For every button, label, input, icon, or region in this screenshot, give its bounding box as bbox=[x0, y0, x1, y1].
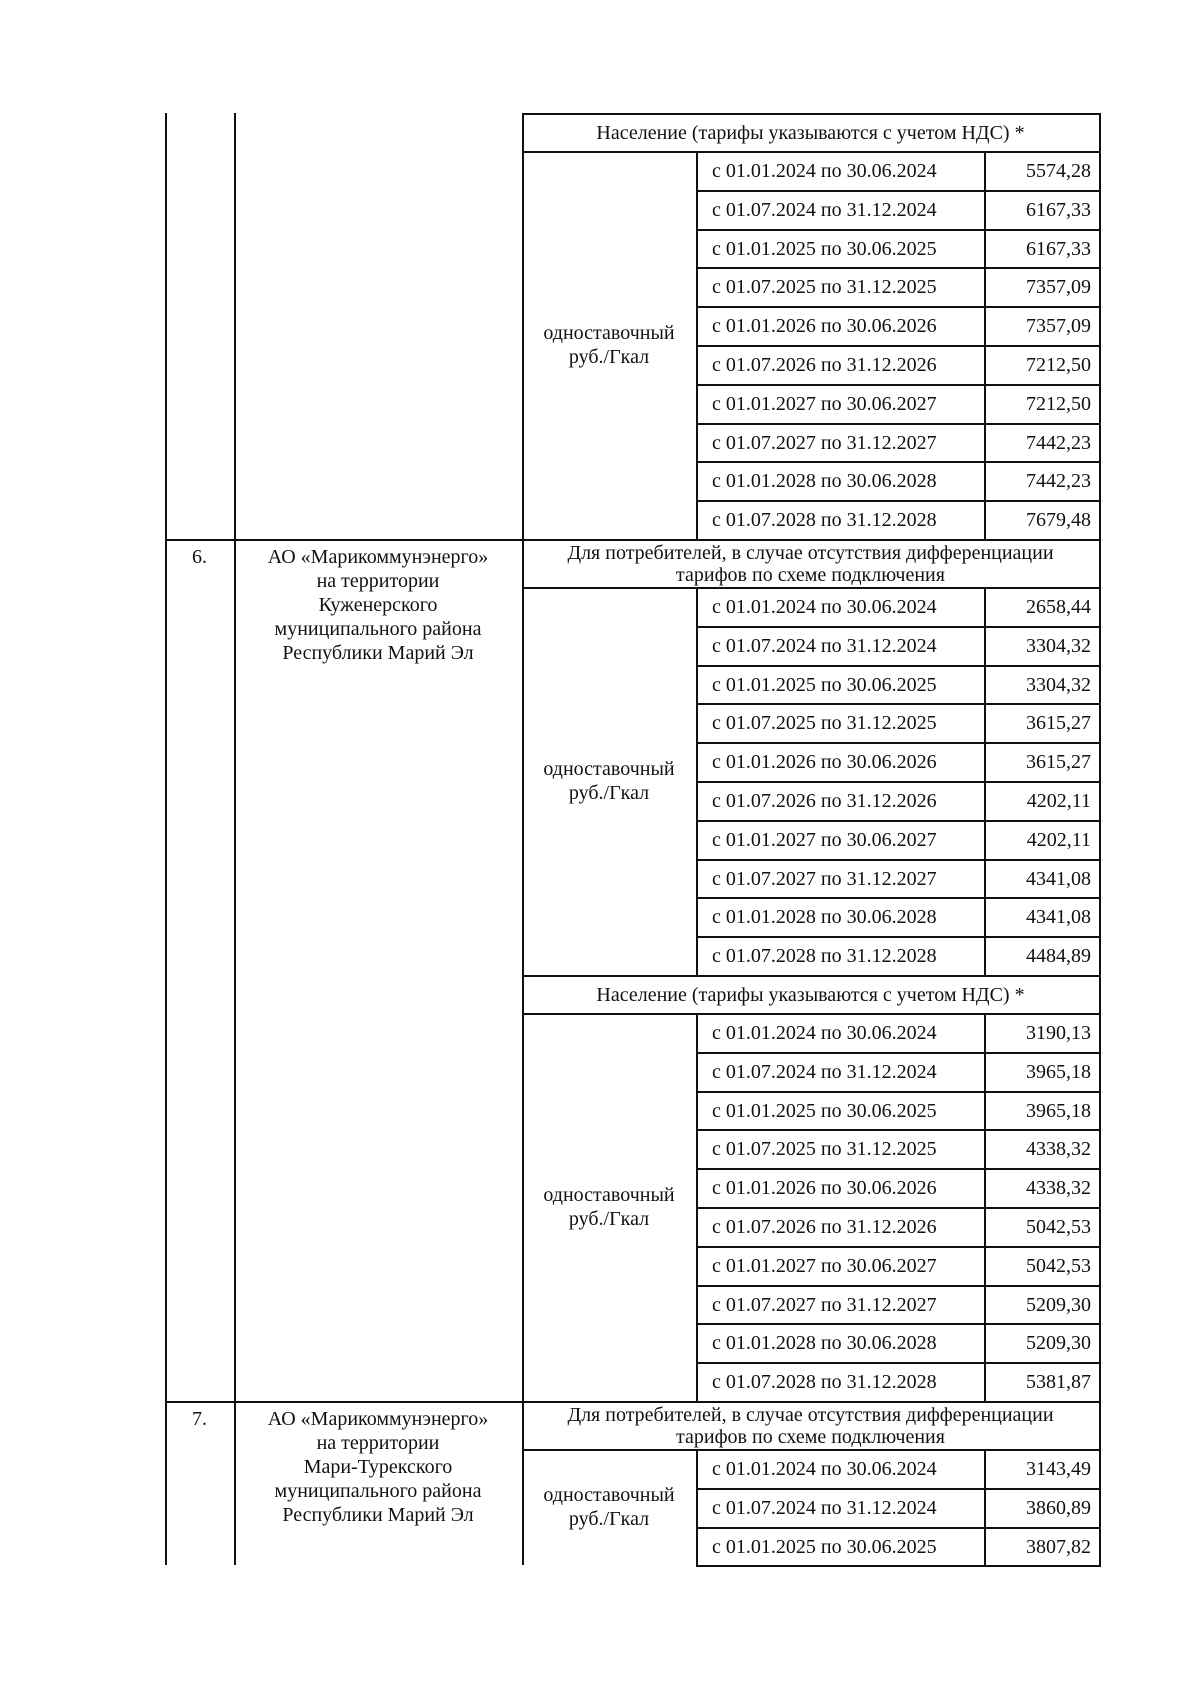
col-rule-period bbox=[696, 1013, 698, 1401]
tariff-period: с 01.01.2028 по 30.06.2028 bbox=[712, 906, 937, 929]
group-top-rule bbox=[522, 113, 1101, 115]
tariff-period: с 01.07.2027 по 31.12.2027 bbox=[712, 1293, 937, 1316]
row-rule bbox=[696, 1285, 1101, 1287]
row-rule bbox=[696, 781, 1101, 783]
group-header-bottom-rule bbox=[522, 151, 1101, 153]
row-rule bbox=[696, 1362, 1101, 1364]
tariff-value: 5042,53 bbox=[1026, 1216, 1091, 1238]
row-rule bbox=[696, 897, 1101, 899]
org-name-line: Куженерского bbox=[318, 594, 438, 616]
tariff-value: 3304,32 bbox=[1026, 673, 1091, 696]
tariff-value: 5209,30 bbox=[1026, 1332, 1091, 1355]
tariff-period: с 01.07.2024 по 31.12.2024 bbox=[712, 1060, 937, 1083]
row-rule bbox=[696, 267, 1101, 269]
tariff-period: с 01.07.2025 по 31.12.2025 bbox=[712, 1138, 937, 1161]
col-rule-value bbox=[984, 587, 986, 975]
tariff-value: 7212,50 bbox=[1026, 354, 1091, 376]
tariff-period: с 01.01.2027 по 30.06.2027 bbox=[712, 392, 937, 415]
tariff-value: 5381,87 bbox=[1026, 1371, 1091, 1394]
tariff-value: 4338,32 bbox=[1026, 1138, 1091, 1161]
tariff-period: с 01.07.2024 по 31.12.2024 bbox=[712, 198, 937, 221]
tariff-value: 6167,33 bbox=[1026, 237, 1091, 260]
tariff-period: с 01.01.2025 по 30.06.2025 bbox=[712, 673, 937, 696]
group-header-line: Население (тарифы указываются с учетом НДС) * bbox=[596, 122, 1025, 144]
org-name-line: Республики Марий Эл bbox=[282, 1504, 474, 1526]
tariff-value: 5042,53 bbox=[1026, 1254, 1091, 1277]
row-rule bbox=[696, 190, 1101, 192]
row-rule bbox=[696, 345, 1101, 347]
row-rule bbox=[696, 1129, 1101, 1131]
col-rule-period bbox=[696, 151, 698, 539]
tariff-value: 7357,09 bbox=[1026, 276, 1091, 299]
row-rule bbox=[696, 703, 1101, 705]
tariff-value: 3965,18 bbox=[1026, 1099, 1091, 1122]
col-rule-left bbox=[165, 1401, 167, 1565]
tariff-period: с 01.07.2026 по 31.12.2026 bbox=[712, 354, 937, 376]
tariff-period: с 01.01.2024 по 30.06.2024 bbox=[712, 160, 937, 182]
org-name-line: на территории bbox=[316, 570, 440, 592]
rate-type-label: руб./Гкал bbox=[568, 1508, 650, 1531]
row-rule bbox=[696, 500, 1101, 502]
group-header-line: тарифов по схеме подключения bbox=[676, 564, 945, 586]
tariff-value: 5209,30 bbox=[1026, 1293, 1091, 1316]
tariff-period: с 01.01.2025 по 30.06.2025 bbox=[712, 1099, 937, 1122]
tariff-value: 7679,48 bbox=[1026, 509, 1091, 532]
col-rule-rate bbox=[522, 1401, 524, 1565]
col-rule-value bbox=[984, 1449, 986, 1565]
rate-type-label: руб./Гкал bbox=[568, 782, 650, 804]
row-rule bbox=[696, 1168, 1101, 1170]
col-rule-left bbox=[165, 539, 167, 1401]
col-rule-period bbox=[696, 587, 698, 975]
group-header-line: тарифов по схеме подключения bbox=[676, 1426, 945, 1448]
tariff-period: с 01.07.2024 по 31.12.2024 bbox=[712, 1496, 937, 1519]
group-header-line: Для потребителей, в случае отсутствия дифференциации bbox=[567, 542, 1054, 564]
tariff-period: с 01.07.2026 по 31.12.2026 bbox=[712, 790, 937, 812]
tariff-value: 6167,33 bbox=[1026, 198, 1091, 221]
rate-type-label: одноставочный bbox=[543, 322, 675, 344]
row-rule bbox=[696, 384, 1101, 386]
tariff-value: 3860,89 bbox=[1026, 1496, 1091, 1519]
col-rule-rate bbox=[522, 113, 524, 539]
rate-type-label: одноставочный bbox=[543, 758, 675, 780]
tariff-value: 4341,08 bbox=[1026, 906, 1091, 929]
rows-bottom-rule bbox=[696, 1565, 1101, 1567]
tariff-value: 4341,08 bbox=[1026, 867, 1091, 890]
row-rule bbox=[696, 229, 1101, 231]
tariff-value: 7357,09 bbox=[1026, 315, 1091, 338]
tariff-value: 3190,13 bbox=[1026, 1022, 1091, 1044]
tariff-value: 2658,44 bbox=[1026, 596, 1091, 618]
tariff-period: с 01.01.2028 по 30.06.2028 bbox=[712, 470, 937, 493]
tariff-period: с 01.07.2025 по 31.12.2025 bbox=[712, 712, 937, 735]
tariff-period: с 01.01.2024 по 30.06.2024 bbox=[712, 1458, 937, 1480]
tariff-period: с 01.01.2024 по 30.06.2024 bbox=[712, 1022, 937, 1044]
col-rule-rate bbox=[522, 975, 524, 1401]
tariff-value: 3304,32 bbox=[1026, 634, 1091, 657]
col-rule-right bbox=[1099, 539, 1101, 975]
tariff-period: с 01.01.2026 по 30.06.2026 bbox=[712, 1177, 937, 1200]
col-rule-right bbox=[1099, 113, 1101, 539]
row-rule bbox=[696, 936, 1101, 938]
col-rule-org bbox=[234, 539, 236, 1401]
tariff-value: 3615,27 bbox=[1026, 712, 1091, 735]
group-top-rule bbox=[522, 975, 1101, 977]
row-rule bbox=[696, 1246, 1101, 1248]
col-rule-value bbox=[984, 151, 986, 539]
tariff-value: 3143,49 bbox=[1026, 1458, 1091, 1480]
rate-type-label: руб./Гкал bbox=[568, 1208, 650, 1230]
tariff-period: с 01.01.2024 по 30.06.2024 bbox=[712, 596, 937, 618]
org-name-line: АО «Марикоммунэнерго» bbox=[267, 546, 489, 568]
group-header-line: Население (тарифы указываются с учетом НДС) * bbox=[596, 984, 1025, 1006]
row-rule bbox=[696, 742, 1101, 744]
org-name-line: АО «Марикоммунэнерго» bbox=[267, 1408, 489, 1430]
col-rule-period bbox=[696, 1449, 698, 1565]
tariff-period: с 01.07.2028 по 31.12.2028 bbox=[712, 945, 937, 968]
col-rule-left bbox=[165, 113, 167, 539]
row-rule bbox=[696, 1488, 1101, 1490]
row-number: 6. bbox=[192, 546, 207, 568]
row-number: 7. bbox=[192, 1408, 207, 1430]
tariff-value: 3807,82 bbox=[1026, 1535, 1091, 1558]
group-header-bottom-rule bbox=[522, 587, 1101, 589]
group-header-bottom-rule bbox=[522, 1449, 1101, 1451]
row-rule bbox=[696, 820, 1101, 822]
row-rule bbox=[696, 1091, 1101, 1093]
group-header-bottom-rule bbox=[522, 1013, 1101, 1015]
tariff-period: с 01.07.2028 по 31.12.2028 bbox=[712, 1371, 937, 1394]
tariff-period: с 01.07.2028 по 31.12.2028 bbox=[712, 509, 937, 532]
row-rule bbox=[696, 1207, 1101, 1209]
row-rule bbox=[696, 1527, 1101, 1529]
col-rule-right bbox=[1099, 1401, 1101, 1565]
tariff-period: с 01.07.2026 по 31.12.2026 bbox=[712, 1216, 937, 1238]
row-rule bbox=[696, 626, 1101, 628]
tariff-value: 4202,11 bbox=[1026, 828, 1091, 851]
org-name-line: муниципального района bbox=[274, 1480, 482, 1502]
tariff-value: 4338,32 bbox=[1026, 1177, 1091, 1200]
row-rule bbox=[696, 665, 1101, 667]
tariff-value: 7442,23 bbox=[1026, 470, 1091, 493]
org-name-line: Мари-Турекского bbox=[303, 1456, 453, 1478]
row-rule bbox=[696, 423, 1101, 425]
rate-type-label: одноставочный bbox=[543, 1184, 675, 1206]
col-rule-value bbox=[984, 1013, 986, 1401]
row-rule bbox=[696, 461, 1101, 463]
org-name-line: на территории bbox=[316, 1432, 440, 1454]
col-rule-org bbox=[234, 1401, 236, 1565]
row-rule bbox=[696, 1052, 1101, 1054]
row-rule bbox=[696, 859, 1101, 861]
group-header-line: Для потребителей, в случае отсутствия дифференциации bbox=[567, 1404, 1054, 1426]
tariff-period: с 01.07.2027 по 31.12.2027 bbox=[712, 867, 937, 890]
tariff-period: с 01.07.2027 по 31.12.2027 bbox=[712, 431, 937, 454]
tariff-value: 4202,11 bbox=[1026, 790, 1091, 812]
tariff-value: 3615,27 bbox=[1026, 751, 1091, 774]
row-rule bbox=[696, 1323, 1101, 1325]
rate-type-label: одноставочный bbox=[543, 1484, 675, 1507]
tariff-period: с 01.01.2026 по 30.06.2026 bbox=[712, 315, 937, 338]
tariff-value: 3965,18 bbox=[1026, 1060, 1091, 1083]
tariff-value: 4484,89 bbox=[1026, 945, 1091, 968]
tariff-period: с 01.01.2028 по 30.06.2028 bbox=[712, 1332, 937, 1355]
tariff-period: с 01.07.2025 по 31.12.2025 bbox=[712, 276, 937, 299]
col-rule-org bbox=[234, 113, 236, 539]
col-rule-rate bbox=[522, 539, 524, 975]
row-rule bbox=[696, 306, 1101, 308]
tariff-value: 7212,50 bbox=[1026, 392, 1091, 415]
rate-type-label: руб./Гкал bbox=[568, 346, 650, 368]
tariff-value: 5574,28 bbox=[1026, 160, 1091, 182]
tariff-period: с 01.01.2027 по 30.06.2027 bbox=[712, 1254, 937, 1277]
col-rule-right bbox=[1099, 975, 1101, 1401]
tariff-period: с 01.01.2027 по 30.06.2027 bbox=[712, 828, 937, 851]
tariff-period: с 01.01.2026 по 30.06.2026 bbox=[712, 751, 937, 774]
tariff-period: с 01.07.2024 по 31.12.2024 bbox=[712, 634, 937, 657]
tariff-period: с 01.01.2025 по 30.06.2025 bbox=[712, 1535, 937, 1558]
tariff-value: 7442,23 bbox=[1026, 431, 1091, 454]
tariff-period: с 01.01.2025 по 30.06.2025 bbox=[712, 237, 937, 260]
org-name-line: муниципального района bbox=[274, 618, 482, 640]
org-name-line: Республики Марий Эл bbox=[282, 642, 474, 664]
